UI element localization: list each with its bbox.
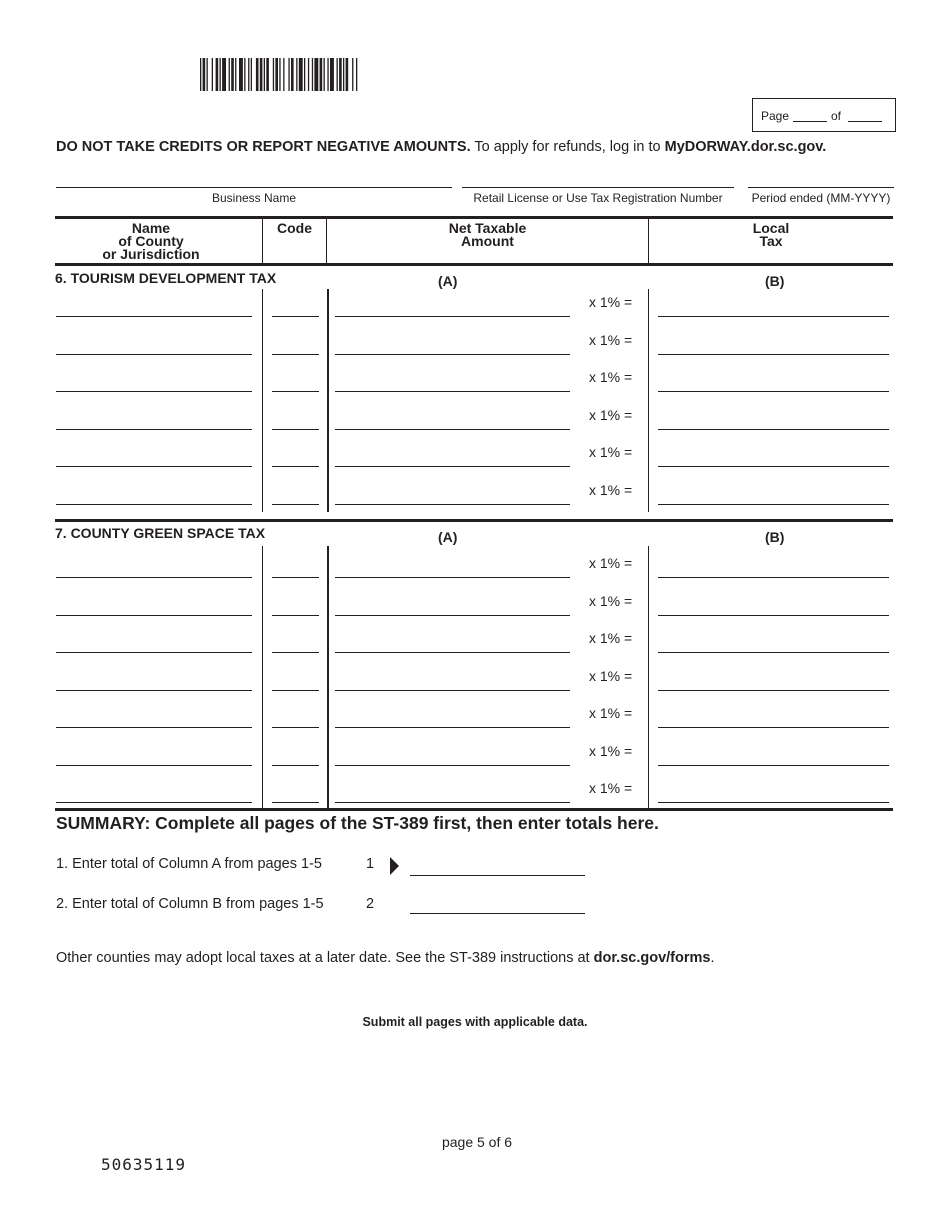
column-b-label: (B) [765, 529, 785, 545]
header-top-rule [55, 216, 893, 219]
net-taxable-amount-field[interactable] [335, 690, 570, 691]
forms-link[interactable]: dor.sc.gov/forms [593, 950, 711, 966]
column-b-label: (B) [765, 273, 785, 289]
local-tax-field[interactable] [658, 765, 889, 766]
section-title: 7. COUNTY GREEN SPACE TAX [55, 525, 266, 541]
multiplier-label: x 1% = [589, 482, 633, 498]
county-name-field[interactable] [56, 504, 252, 505]
page-total-field[interactable] [848, 121, 882, 122]
local-tax-field[interactable] [658, 690, 889, 691]
net-taxable-amount-field[interactable] [335, 504, 570, 505]
net-header-line: Net Taxable [448, 220, 527, 236]
net-taxable-amount-field[interactable] [335, 652, 570, 653]
notice-text: To apply for refunds, log in to [470, 139, 665, 155]
code-field[interactable] [272, 354, 319, 355]
name-header-line: of County [118, 233, 184, 249]
summary-title: SUMMARY: Complete all pages of the ST-389 first, then enter totals here. [56, 813, 659, 833]
name-header-line: Name [131, 220, 171, 236]
column-a-total-field[interactable] [410, 875, 585, 876]
business-name-field[interactable] [56, 187, 452, 188]
local-tax-field[interactable] [658, 615, 889, 616]
column-divider [327, 546, 329, 810]
business-name-label: Business Name [211, 191, 297, 205]
code-field[interactable] [272, 615, 319, 616]
local-tax-column-header [649, 222, 893, 248]
net-taxable-amount-field[interactable] [335, 765, 570, 766]
county-name-field[interactable] [56, 615, 252, 616]
county-name-field[interactable] [56, 652, 252, 653]
county-name-field[interactable] [56, 354, 252, 355]
code-field[interactable] [272, 391, 319, 392]
code-field[interactable] [272, 316, 319, 317]
net-taxable-amount-field[interactable] [335, 354, 570, 355]
submit-note: Submit all pages with applicable data. [362, 1015, 588, 1029]
header-bottom-rule [55, 263, 893, 266]
column-divider [262, 546, 263, 810]
county-name-field[interactable] [56, 466, 252, 467]
code-field[interactable] [272, 802, 319, 803]
net-taxable-amount-field[interactable] [335, 577, 570, 578]
county-name-field[interactable] [56, 765, 252, 766]
form-code: 50635119 [101, 1155, 187, 1174]
local-tax-field[interactable] [658, 652, 889, 653]
page-number-field[interactable] [793, 121, 827, 122]
page-label: Page [761, 109, 790, 123]
multiplier-label: x 1% = [589, 630, 633, 646]
code-field[interactable] [272, 727, 319, 728]
local-tax-field[interactable] [658, 504, 889, 505]
net-taxable-amount-field[interactable] [335, 391, 570, 392]
summary-line2-number: 2 [366, 896, 375, 912]
page-number-box [752, 98, 896, 132]
local-tax-field[interactable] [658, 802, 889, 803]
section-bottom-rule [55, 519, 893, 522]
notice-bold: DO NOT TAKE CREDITS OR REPORT NEGATIVE AMOUNTS. [56, 139, 471, 155]
code-field[interactable] [272, 765, 319, 766]
net-taxable-column-header [327, 222, 648, 248]
net-taxable-amount-field[interactable] [335, 727, 570, 728]
local-tax-field[interactable] [658, 727, 889, 728]
net-taxable-amount-field[interactable] [335, 466, 570, 467]
summary-top-rule [55, 808, 893, 811]
other-counties-note [56, 950, 714, 966]
county-name-field[interactable] [56, 391, 252, 392]
multiplier-label: x 1% = [589, 780, 633, 796]
county-name-field[interactable] [56, 577, 252, 578]
name-header-line: or Jurisdiction [102, 246, 200, 262]
multiplier-label: x 1% = [589, 705, 633, 721]
multiplier-label: x 1% = [589, 444, 633, 460]
county-name-field[interactable] [56, 727, 252, 728]
column-divider [648, 546, 649, 810]
refund-notice [56, 139, 826, 155]
page-number-footer: page 5 of 6 [441, 1134, 513, 1150]
multiplier-label: x 1% = [589, 555, 633, 571]
period-field[interactable] [748, 187, 894, 188]
code-field[interactable] [272, 466, 319, 467]
multiplier-label: x 1% = [589, 294, 633, 310]
local-header-line: Tax [759, 233, 783, 249]
county-name-field[interactable] [56, 316, 252, 317]
summary-line1-number: 1 [366, 856, 375, 872]
local-tax-field[interactable] [658, 354, 889, 355]
code-field[interactable] [272, 652, 319, 653]
net-header-line: Amount [461, 233, 514, 249]
code-field[interactable] [272, 577, 319, 578]
arrow-right-icon [388, 856, 400, 876]
county-name-field[interactable] [56, 429, 252, 430]
license-number-field[interactable] [462, 187, 734, 188]
net-taxable-amount-field[interactable] [335, 316, 570, 317]
multiplier-label: x 1% = [589, 332, 633, 348]
name-column-header [56, 222, 246, 261]
column-b-total-field[interactable] [410, 913, 585, 914]
multiplier-label: x 1% = [589, 407, 633, 423]
code-column-header: Code [277, 220, 312, 236]
section-title: 6. TOURISM DEVELOPMENT TAX [55, 270, 277, 286]
multiplier-label: x 1% = [589, 369, 633, 385]
net-taxable-amount-field[interactable] [335, 429, 570, 430]
mydorway-link[interactable]: MyDORWAY.dor.sc.gov. [664, 139, 827, 155]
note-text: Other counties may adopt local taxes at a later date. See the ST-389 instructions at [56, 950, 594, 966]
column-a-label: (A) [438, 273, 458, 289]
code-field[interactable] [272, 429, 319, 430]
local-header-line: Local [752, 220, 790, 236]
local-tax-field[interactable] [658, 316, 889, 317]
code-field[interactable] [272, 504, 319, 505]
net-taxable-amount-field[interactable] [335, 802, 570, 803]
local-tax-field[interactable] [658, 391, 889, 392]
multiplier-label: x 1% = [589, 593, 633, 609]
net-taxable-amount-field[interactable] [335, 615, 570, 616]
of-label: of [831, 109, 842, 123]
period-label: Period ended (MM-YYYY) [751, 191, 891, 205]
license-number-label: Retail License or Use Tax Registration Number [473, 191, 723, 205]
note-end: . [710, 950, 715, 966]
summary-line2-label: 2. Enter total of Column B from pages 1-5 [56, 896, 324, 912]
code-field[interactable] [272, 690, 319, 691]
column-divider [327, 289, 329, 512]
column-divider [262, 289, 263, 512]
summary-line1-label: 1. Enter total of Column A from pages 1-5 [56, 856, 322, 872]
county-name-field[interactable] [56, 690, 252, 691]
column-divider [648, 289, 649, 512]
county-name-field[interactable] [56, 802, 252, 803]
barcode [200, 58, 468, 91]
column-a-label: (A) [438, 529, 458, 545]
local-tax-field[interactable] [658, 577, 889, 578]
multiplier-label: x 1% = [589, 743, 633, 759]
local-tax-field[interactable] [658, 429, 889, 430]
local-tax-field[interactable] [658, 466, 889, 467]
multiplier-label: x 1% = [589, 668, 633, 684]
